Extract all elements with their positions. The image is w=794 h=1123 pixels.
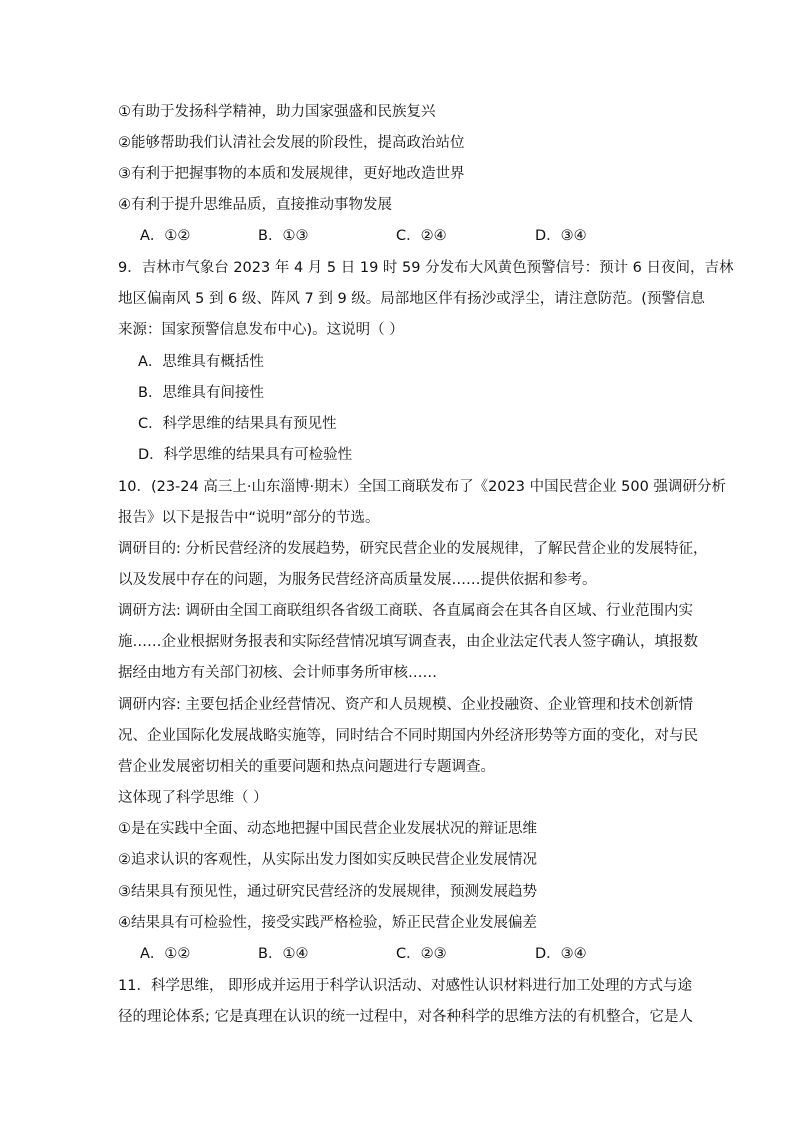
q10-item-3: ③结果具有预见性，通过研究民营经济的发展规律，预测发展趋势 [118,884,537,900]
q8-option-a: A．①② [140,228,191,244]
q10-stem-line-9: 况、企业国际化发展战略实施等，同时结合不同时期国内外经济形势等方面的变化，对与民 [118,728,698,744]
q8-option-b: B．①③ [258,228,309,244]
q10-stem-line-3: 调研目的: 分析民营经济的发展趋势，研究民营企业的发展规律，了解民营企业的发展特征， [118,541,708,557]
q8-item-1: ①有助于发扬科学精神，助力国家强盛和民族复兴 [118,104,436,120]
q9-option-c: C．科学思维的结果具有预见性 [138,416,337,432]
q10-stem-line-2: 报告》以下是报告中“说明”部分的节选。 [118,510,380,526]
q9-stem-line-3: 来源：国家预警信息发布中心)。这说明（ ） [118,322,404,338]
q8-item-2: ②能够帮助我们认清社会发展的阶段性，提高政治站位 [118,135,465,151]
q10-stem-line-11: 这体现了科学思维（ ） [118,790,268,806]
q10-option-b: B．①④ [258,946,309,962]
q8-item-3: ③有利于把握事物的本质和发展规律，更好地改造世界 [118,166,465,182]
q10-item-4: ④结果具有可检验性，接受实践严格检验，矫正民营企业发展偏差 [118,915,537,931]
q9-option-a: A．思维具有概括性 [138,354,264,370]
q11-stem-line-1: 11．科学思维， 即形成并运用于科学认识活动、对感性认识材料进行加工处理的方式与途 [118,978,693,994]
q10-stem-line-10: 营企业发展密切相关的重要问题和热点问题进行专题调查。 [118,759,495,775]
q10-option-a: A．①② [140,946,191,962]
q9-option-d: D．科学思维的结果具有可检验性 [138,447,353,463]
q10-stem-line-5: 调研方法: 调研由全国工商联组织各省级工商联、各直属商会在其各自区域、行业范围内实 [118,603,693,619]
q10-stem-line-4: 以及发展中存在的问题，为服务民营经济高质量发展……提供依据和参考。 [118,572,597,588]
q9-option-b: B．思维具有间接性 [138,385,264,401]
q10-stem-line-6: 施……企业根据财务报表和实际经营情况填写调查表，由企业法定代表人签字确认，填报数 [118,634,698,650]
q10-item-1: ①是在实践中全面、动态地把握中国民营企业发展状况的辩证思维 [118,821,537,837]
q8-option-d: D．③④ [535,228,587,244]
q10-stem-line-8: 调研内容: 主要包括企业经营情况、资产和人员规模、企业投融资、企业管理和技术创新情 [118,697,693,713]
q9-stem-line-2: 地区偏南风 5 到 6 级、阵风 7 到 9 级。局部地区伴有扬沙或浮尘，请注意防范。(预警信息 [118,291,705,307]
q10-stem-line-7: 据经由地方有关部门初核、会计师事务所审核…… [118,665,437,681]
q10-item-2: ②追求认识的客观性，从实际出发力图如实反映民营企业发展情况 [118,852,537,868]
q8-option-c: C．②④ [396,228,447,244]
q10-option-c: C．②③ [396,946,447,962]
q10-option-d: D．③④ [535,946,587,962]
q9-stem-line-1: 9．吉林市气象台 2023 年 4 月 5 日 19 时 59 分发布大风黄色预警信号：预计 6 日夜间，吉林 [118,260,734,276]
q10-stem-line-1: 10．(23-24 高三上·山东淄博·期末）全国工商联发布了《2023 中国民营企业 500 强调研分析 [118,479,726,495]
q11-stem-line-2: 径的理论体系; 它是真理在认识的统一过程中，对各种科学的思维方法的有机整合，它是人 [118,1009,693,1025]
q8-item-4: ④有利于提升思维品质，直接推动事物发展 [118,197,392,213]
